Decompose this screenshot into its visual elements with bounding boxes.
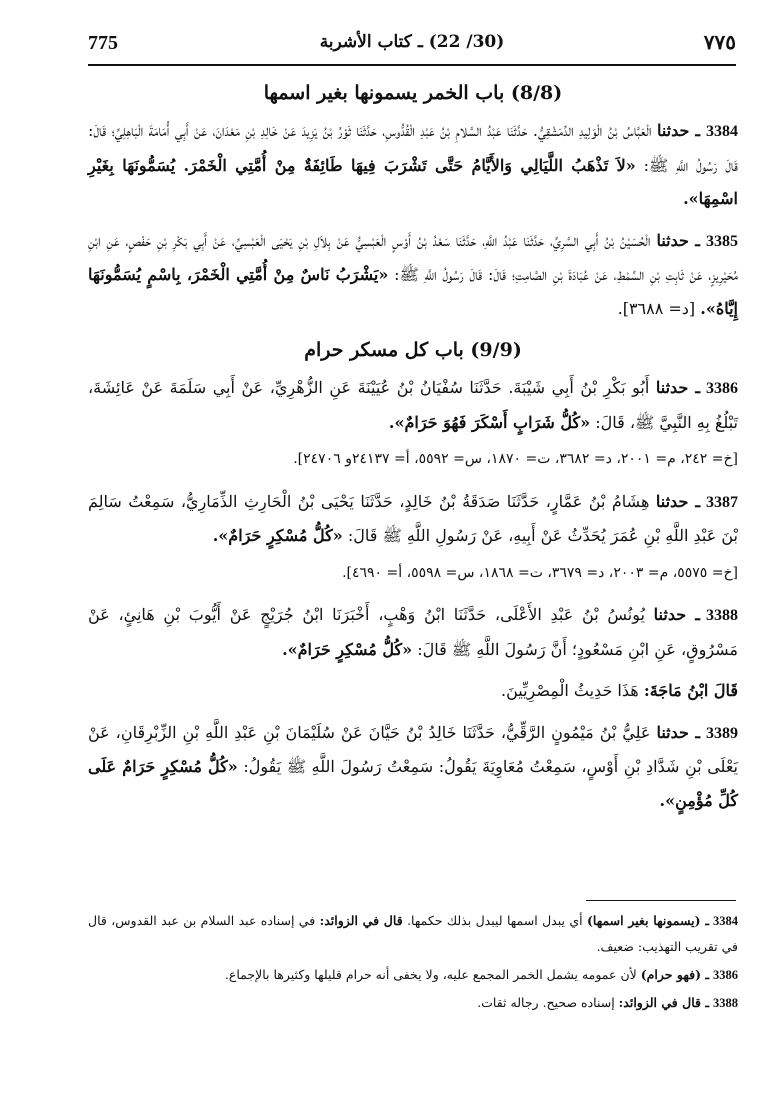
footnote-text: أي يبدل اسمها ليبدل بذلك حكمها. (407, 913, 583, 928)
hadith-isnad: هِشَامُ بْنُ عَمَّارٍ، حَدَّثَنَا صَدَقَةُ بْنُ خَالِدٍ، حَدَّثَنَا يَحْيَى بْنُ الْحَارِثِ الذِّمَارِيُّ، سَمِعْتُ سَالِمَ بْنَ عَبْدِ اللَّهِ بْنِ عُمَرَ يُحَدِّثُ عَنْ أَبِيهِ، عَنْ رَسُولِ اللَّهِ ﷺ قَالَ: (88, 491, 738, 545)
hadith-lead: ـ حدثنا (656, 722, 701, 742)
footnote-3388 (88, 990, 738, 1016)
hadith-number: 3384 (706, 123, 739, 140)
page-number-latin: 775 (88, 32, 118, 54)
hadith-number: 3389 (706, 724, 739, 742)
hadith-isnad: الْحُسَيْنُ بْنُ أَبِي السَّرِيِّ، حَدَّثَنَا عَبْدُ اللَّهِ، حَدَّثَنَا سَعْدُ بْنُ أَوْسٍ الْعَبْسِيُّ عَنْ بِلاَلِ بْنِ يَحْيَى الْعَبْسِيِّ، عَنْ أَبِي بَكْرِ بْنِ حَفْصٍ، عَنِ ابْنِ مُحَيْرِيزٍ، عَنْ ثَابِتِ بْنِ السِّمْطِ، عَنْ عُبَادَةَ بْنِ الصَّامِتِ؛ قَالَ: قَالَ رَسُولُ اللَّهِ ﷺ: (88, 230, 738, 284)
footnote-3384 (88, 908, 738, 960)
chapter-title: (9/9) باب كل مسكر حرام (304, 339, 522, 361)
hadith-isnad: أَبُو بَكْرِ بْنُ أَبِي شَيْبَةَ. حَدَّثَنَا سُفْيَانُ بْنُ عُيَيْنَةَ عَنِ الزُّهْرِيِّ، عَنْ أَبِي سَلَمَةَ عَنْ عَائِشَةَ، تَبْلُغُ بِهِ النَّبِيَّ ﷺ، قَالَ: (88, 378, 738, 432)
hadith-3386 (88, 371, 738, 439)
hadith-matn: «كُلُّ شَرَابٍ أَسْكَرَ فَهُوَ حَرَامٌ». (388, 412, 591, 432)
hadith-number: 3388 (706, 607, 738, 624)
hadith-number: 3387 (706, 493, 738, 511)
hadith-lead: ـ حدثنا (656, 121, 701, 140)
hadith-isnad: الْعَبَّاسُ بْنُ الْوَلِيدِ الدِّمَشْقِيُّ. حَدَّثَنَا عَبْدُ السَّلامِ بْنُ عَبْدِ الْقُدُّوسِ، حَدَّثَنَا ثَوْرُ بْنُ يَزِيدَ عَنْ خَالِدِ بْنِ مَعْدَانَ، عَنْ أَبِي أُمَامَةَ الْبَاهِلِيِّ؛ قَالَ: قَالَ رَسُولُ اللَّهِ ﷺ: (88, 121, 738, 175)
footnote-text: إسناده صحيح. رجاله ثقات. (477, 995, 615, 1010)
hadith-lead: ـ حدثنا (655, 491, 700, 511)
chapter-title: (8/8) باب الخمر يسمونها بغير اسمها (263, 82, 563, 104)
page-header (88, 30, 736, 66)
hadith-3388 (88, 598, 738, 666)
hadith-lead: ـ حدثنا (653, 605, 700, 624)
hadith-matn: «كُلُّ مُسْكِرٍ حَرَامٌ». (282, 639, 413, 659)
hadith-refs: [خ= ٥٥٧٥، م= ٢٠٠٣، د= ٣٦٧٩، ت= ١٨٦٨، س= ٥٥٩٨، أ= ٤٦٩٠]. (342, 564, 738, 581)
hadith-matn: «لاَ تَذْهَبُ اللَّيَالِي وَالأَيَّامُ حَتَّى تَشْرَبَ فِيهَا طَائِفَةٌ مِنْ أُمَّتِي الْخَمْرَ. يُسَمُّونَهَا بِغَيْرِ اسْمِهَا». (88, 155, 738, 208)
footnote-3386 (88, 962, 738, 988)
hadith-3387 (88, 485, 738, 553)
running-title: (30/ 22) ـ كتاب الأشربة (319, 32, 505, 52)
hadith-refs: [د= ٣٦٨٨]. (617, 298, 696, 318)
footnote-lead: ـ (فهو حرام) (640, 967, 709, 982)
footnote-lead-2: قال في الزوائد: (319, 913, 403, 928)
hadith-number: 3386 (706, 380, 739, 397)
hadith-matn: «كُلُّ مُسْكِرٍ حَرَامٌ عَلَى كُلِّ مُؤْمِنٍ». (88, 757, 738, 810)
hadith-matn: «كُلُّ مُسْكِرٍ حَرَامٌ». (212, 526, 343, 545)
footnote-number: 3384 (713, 914, 738, 928)
ibn-majah-text: هَذَا حَدِيثُ الْمِصْرِيِّينَ. (500, 681, 639, 700)
ibn-majah-lead: قَالَ ابْنُ مَاجَةَ: (643, 681, 738, 700)
hadith-3384 (88, 114, 738, 216)
footnote-number: 3388 (713, 996, 738, 1010)
hadith-lead: ـ حدثنا (656, 230, 700, 250)
footnotes (88, 908, 738, 1018)
hadith-3385 (88, 224, 738, 326)
hadith-lead: ـ حدثنا (655, 378, 701, 397)
footnote-text-2: في إسناده عبد السلام بن عبد القدوس، قال في تقريب التهذيب: ضعيف. (88, 913, 738, 954)
footnote-lead: ـ (يسمونها بغير اسمها) (586, 913, 709, 928)
hadith-3389 (88, 716, 738, 818)
hadith-number: 3385 (706, 232, 738, 250)
hadith-isnad: يُونُسُ بْنُ عَبْدِ الأَعْلَى، حَدَّثَنَا ابْنُ وَهْبٍ، أَخْبَرَنَا ابْنُ جُرَيْجٍ عَنْ أَيُّوبَ بْنِ هَانِئٍ، عَنْ مَسْرُوقٍ، عَنِ ابْنِ مَسْعُودٍ؛ أَنَّ رَسُولَ اللَّهِ ﷺ قَالَ: (88, 605, 738, 659)
footnote-text: لأن عمومه يشمل الخمر المجمع عليه، ولا يخفى أنه حرام قليلها وكثيرها بالإجماع. (224, 967, 637, 982)
main-text (88, 76, 738, 825)
footnote-lead: ـ قال في الزوائد: (618, 995, 709, 1010)
ibn-majah-note (88, 674, 738, 708)
footnote-divider (586, 900, 736, 901)
footnote-number: 3386 (713, 968, 738, 982)
hadith-matn: «يَشْرَبُ نَاسٌ مِنْ أُمَّتِي الْخَمْرَ، بِاسْمٍ يُسَمُّونَهَا إِيَّاهُ». (88, 265, 738, 318)
hadith-isnad: عَلِيُّ بْنُ مَيْمُونٍ الرَّقِّيُّ، حَدَّثَنَا خَالِدُ بْنُ حَيَّانَ عَنْ سُلَيْمَانَ بْنِ عَبْدِ اللَّهِ بْنِ الزِّبْرِقَانِ، عَنْ يَعْلَى بْنِ شَدَّادِ بْنِ أَوْسٍ، سَمِعْتُ مُعَاوِيَةَ يَقُولُ: سَمِعْتُ رَسُولَ اللَّهِ ﷺ يَقُولُ: (88, 722, 738, 776)
page-number-arabic: ٧٧٥ (703, 30, 736, 54)
hadith-refs: [خ= ٢٤٢، م= ٢٠٠١، د= ٣٦٨٢، ت= ١٨٧٠، س= ٥٥٩٢، أ= ٢٤١٣٧و ٢٤٧٠٦]. (293, 451, 738, 467)
